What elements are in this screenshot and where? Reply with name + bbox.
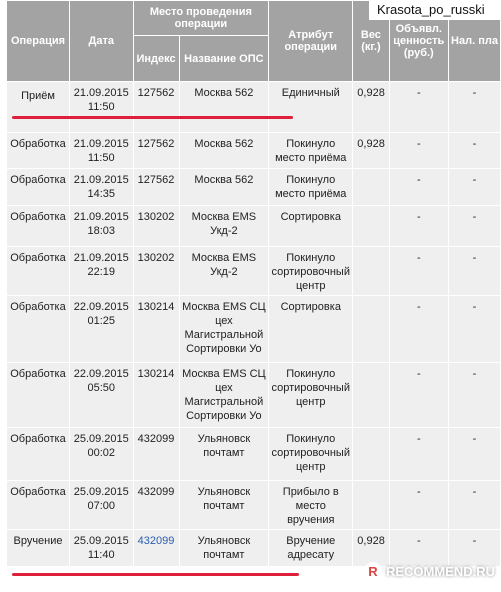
brand-watermark-text: RECOMMEND.RU	[385, 563, 495, 579]
date-value: 25.09.2015	[73, 486, 129, 498]
time-value: 01:25	[87, 315, 116, 327]
table-row	[7, 481, 500, 529]
cell-date	[70, 481, 133, 529]
cell-cod: -	[449, 82, 500, 132]
time-value: 07:00	[87, 500, 116, 512]
cell-attribute: Прибыло в место вручения	[269, 481, 352, 529]
cell-operation: Приём	[7, 82, 69, 132]
time-value: 05:50	[87, 382, 116, 394]
cell-date	[70, 530, 133, 566]
cell-date	[70, 247, 133, 295]
cell-operation: Обработка	[7, 296, 69, 362]
col-header-attribute: Атрибут операции	[269, 1, 352, 81]
cell-cod: -	[449, 363, 500, 427]
cell-cod: -	[449, 206, 500, 246]
cell-weight: 0,928	[353, 530, 388, 566]
cell-ops-name: Ульяновск почтамт	[180, 530, 269, 566]
table-row	[7, 428, 500, 480]
cell-declared-value: -	[390, 133, 448, 168]
cell-operation: Обработка	[7, 481, 69, 529]
brand-watermark	[364, 562, 495, 580]
cell-declared-value: -	[390, 82, 448, 132]
cell-weight	[353, 247, 388, 295]
cell-declared-value: -	[390, 363, 448, 427]
cell-ops-name: Москва EMS Укд-2	[180, 206, 269, 246]
time-value: 11:40	[87, 549, 115, 561]
date-value: 21.09.2015	[73, 174, 129, 186]
cell-index: 130202	[134, 247, 179, 295]
cell-operation: Обработка	[7, 206, 69, 246]
time-value: 11:50	[87, 101, 115, 113]
date-value: 21.09.2015	[73, 87, 129, 99]
highlight-underline-reception	[12, 116, 293, 119]
cell-ops-name: Москва EMS Укд-2	[180, 247, 269, 295]
cell-operation: Обработка	[7, 428, 69, 480]
cell-index: 130214	[134, 363, 179, 427]
cell-declared-value: -	[390, 428, 448, 480]
recommend-logo-icon: R	[364, 562, 382, 580]
col-header-operation: Операция	[7, 1, 69, 81]
cell-date	[70, 363, 133, 427]
cell-ops-name: Ульяновск почтамт	[180, 428, 269, 480]
table-row	[7, 206, 500, 246]
cell-cod: -	[449, 296, 500, 362]
cell-attribute: Вручение адресату	[269, 530, 352, 566]
time-value: 14:35	[87, 188, 116, 200]
cell-operation: Вручение	[7, 530, 69, 566]
cell-index: 432099	[134, 481, 179, 529]
time-value: 00:02	[87, 447, 116, 459]
cell-attribute: Сортировка	[269, 296, 352, 362]
cell-weight: 0,928	[353, 133, 388, 168]
cell-date	[70, 133, 133, 168]
cell-weight	[353, 428, 388, 480]
cell-index: 432099	[134, 428, 179, 480]
cell-date	[70, 206, 133, 246]
cell-attribute: Покинуло сортировочный центр	[269, 363, 352, 427]
cell-ops-name: Москва EMS СЦ цех Магистральной Сортировки Уо	[180, 363, 269, 427]
col-header-cod: Нал. пла	[449, 1, 500, 81]
date-value: 25.09.2015	[73, 535, 129, 547]
date-value: 21.09.2015	[73, 252, 129, 264]
cell-weight	[353, 296, 388, 362]
table-row	[7, 296, 500, 362]
author-watermark: Krasota_po_russki	[369, 0, 501, 20]
cell-index: 130202	[134, 206, 179, 246]
cell-cod: -	[449, 133, 500, 168]
col-header-index: Индекс	[134, 36, 179, 81]
cell-operation: Обработка	[7, 133, 69, 168]
tracking-table-wrapper	[6, 0, 501, 592]
cell-ops-name: Москва 562	[180, 82, 269, 132]
col-header-date: Дата	[70, 1, 133, 81]
time-value: 11:50	[87, 152, 115, 164]
cell-date	[70, 82, 133, 132]
table-row	[7, 169, 500, 205]
cell-weight	[353, 206, 388, 246]
date-value: 22.09.2015	[73, 368, 129, 380]
cell-ops-name: Москва 562	[180, 169, 269, 205]
cell-cod: -	[449, 169, 500, 205]
date-value: 25.09.2015	[73, 433, 129, 445]
cell-declared-value: -	[390, 530, 448, 566]
cell-weight	[353, 363, 388, 427]
highlight-underline-delivery	[12, 573, 299, 576]
cell-operation: Обработка	[7, 247, 69, 295]
col-header-declared-value: Объявл. ценность (руб.)	[390, 1, 448, 81]
cell-ops-name: Москва EMS СЦ цех Магистральной Сортировки Уо	[180, 296, 269, 362]
cell-index: 127562	[134, 133, 179, 168]
cell-date	[70, 296, 133, 362]
col-header-weight: Вес (кг.)	[353, 1, 388, 81]
cell-date	[70, 428, 133, 480]
cell-attribute: Сортировка	[269, 206, 352, 246]
col-header-place-group: Место проведения операции	[134, 1, 269, 35]
cell-index: 432099	[134, 530, 179, 566]
col-header-ops-name: Название ОПС	[180, 36, 269, 81]
date-value: 21.09.2015	[73, 138, 129, 150]
cell-date	[70, 169, 133, 205]
table-row	[7, 133, 500, 168]
cell-declared-value: -	[390, 296, 448, 362]
cell-attribute: Покинуло сортировочный центр	[269, 247, 352, 295]
cell-ops-name: Ульяновск почтамт	[180, 481, 269, 529]
cell-cod: -	[449, 428, 500, 480]
cell-operation: Обработка	[7, 363, 69, 427]
tracking-table	[6, 0, 501, 567]
cell-declared-value: -	[390, 481, 448, 529]
time-value: 22:19	[87, 266, 116, 278]
cell-declared-value: -	[390, 247, 448, 295]
date-value: 22.09.2015	[73, 301, 129, 313]
cell-operation: Обработка	[7, 169, 69, 205]
cell-ops-name: Москва 562	[180, 133, 269, 168]
cell-weight	[353, 481, 388, 529]
date-value: 21.09.2015	[73, 211, 129, 223]
cell-index: 127562	[134, 82, 179, 132]
table-row	[7, 530, 500, 566]
cell-weight: 0,928	[353, 82, 388, 132]
table-row	[7, 82, 500, 132]
cell-index: 130214	[134, 296, 179, 362]
cell-attribute: Единичный	[269, 82, 352, 132]
cell-declared-value: -	[390, 206, 448, 246]
cell-attribute: Покинуло место приёма	[269, 133, 352, 168]
cell-cod: -	[449, 481, 500, 529]
table-row	[7, 363, 500, 427]
cell-index: 127562	[134, 169, 179, 205]
cell-cod: -	[449, 530, 500, 566]
cell-weight	[353, 169, 388, 205]
cell-attribute: Покинуло сортировочный центр	[269, 428, 352, 480]
cell-declared-value: -	[390, 169, 448, 205]
table-row	[7, 247, 500, 295]
cell-attribute: Покинуло место приёма	[269, 169, 352, 205]
cell-cod: -	[449, 247, 500, 295]
time-value: 18:03	[87, 225, 116, 237]
